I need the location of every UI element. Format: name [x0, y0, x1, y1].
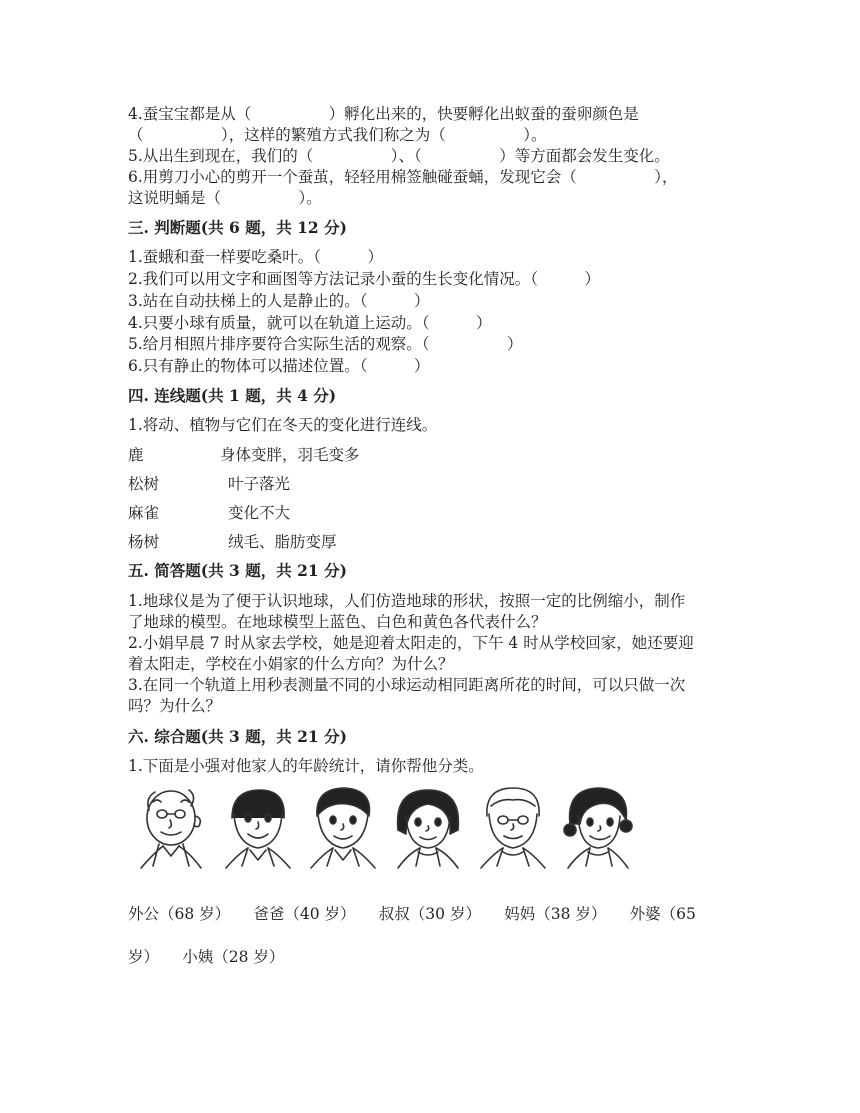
matching-right-item: 身体变胖，羽毛变多 — [220, 446, 360, 464]
short-answer-line: 1.地球仪是为了便于认识地球，人们仿造地球的形状，按照一定的比例缩小，制作 — [128, 592, 686, 610]
family-illustration — [128, 780, 638, 875]
grandpa-face-image — [133, 780, 213, 872]
short-answer-line: 了地球的模型。在地球模型上蓝色、白色和黄色各代表什么？ — [128, 613, 547, 631]
mom-face-image — [388, 780, 468, 872]
dad-face-image — [218, 780, 298, 872]
fill-item-5: 5.从出生到现在，我们的（ ）、（ ）等方面都会发生变化。 — [128, 147, 670, 165]
comprehensive-question: 1.下面是小强对他家人的年龄统计，请你帮他分类。 — [128, 757, 484, 775]
judge-item-5: 5.给月相照片排序要符合实际生活的观察。（ ） — [128, 335, 523, 353]
section-6-title: 六. 综合题(共 3 题，共 21 分) — [128, 727, 347, 746]
short-answer-line: 3.在同一个轨道上用秒表测量不同的小球运动相同距离所花的时间，可以只做一次 — [128, 676, 686, 694]
judge-item-1: 1.蚕蛾和蚕一样要吃桑叶。（ ） — [128, 248, 384, 266]
judge-item-2: 2.我们可以用文字和画图等方法记录小蚕的生长变化情况。（ ） — [128, 270, 601, 288]
short-answer-line: 吗？为什么？ — [128, 697, 222, 715]
matching-left-item: 麻雀 — [128, 504, 160, 522]
section-4-title: 四. 连线题(共 1 题，共 4 分) — [128, 386, 337, 405]
judge-item-3: 3.站在自动扶梯上的人是静止的。（ ） — [128, 292, 430, 310]
matching-question: 1.将动、植物与它们在冬天的变化进行连线。 — [128, 416, 438, 434]
matching-left-item: 鹿 — [128, 446, 144, 464]
matching-right-item: 变化不大 — [228, 504, 291, 522]
short-answer-line: 着太阳走，学校在小娟家的什么方向？为什么？ — [128, 655, 454, 673]
family-ages-line-2: 岁） 小姨（28 岁） — [128, 948, 285, 966]
family-ages-line-1: 外公（68 岁） 爸爸（40 岁） 叔叔（30 岁） 妈妈（38 岁） 外婆（65 — [128, 905, 696, 923]
short-answer-line: 2.小娟早晨 7 时从家去学校，她是迎着太阳走的，下午 4 时从学校回家，她还要迎 — [128, 634, 694, 652]
fill-item-4-line-2: （ ），这样的繁殖方式我们称之为（ ）。 — [128, 126, 547, 144]
aunt-face-image — [558, 780, 638, 872]
matching-right-item: 叶子落光 — [228, 475, 291, 493]
fill-item-6-line-1: 6.用剪刀小心的剪开一个蚕茧，轻轻用棉签触碰蚕蛹，发现它会（ ）， — [128, 168, 678, 186]
fill-item-4-line-1: 4.蚕宝宝都是从（ ）孵化出来的，快要孵化出蚁蚕的蚕卵颜色是 — [128, 105, 639, 123]
judge-item-6: 6.只有静止的物体可以描述位置。（ ） — [128, 357, 430, 375]
matching-right-item: 绒毛、脂肪变厚 — [228, 533, 337, 551]
matching-left-item: 松树 — [128, 475, 160, 493]
section-3-title: 三. 判断题(共 6 题，共 12 分) — [128, 218, 347, 237]
section-5-title: 五. 简答题(共 3 题，共 21 分) — [128, 561, 347, 580]
grandma-face-image — [473, 780, 553, 872]
judge-item-4: 4.只要小球有质量，就可以在轨道上运动。（ ） — [128, 314, 492, 332]
uncle-face-image — [303, 780, 383, 872]
fill-item-6-line-2: 这说明蛹是（ ）。 — [128, 189, 322, 207]
matching-left-item: 杨树 — [128, 533, 160, 551]
